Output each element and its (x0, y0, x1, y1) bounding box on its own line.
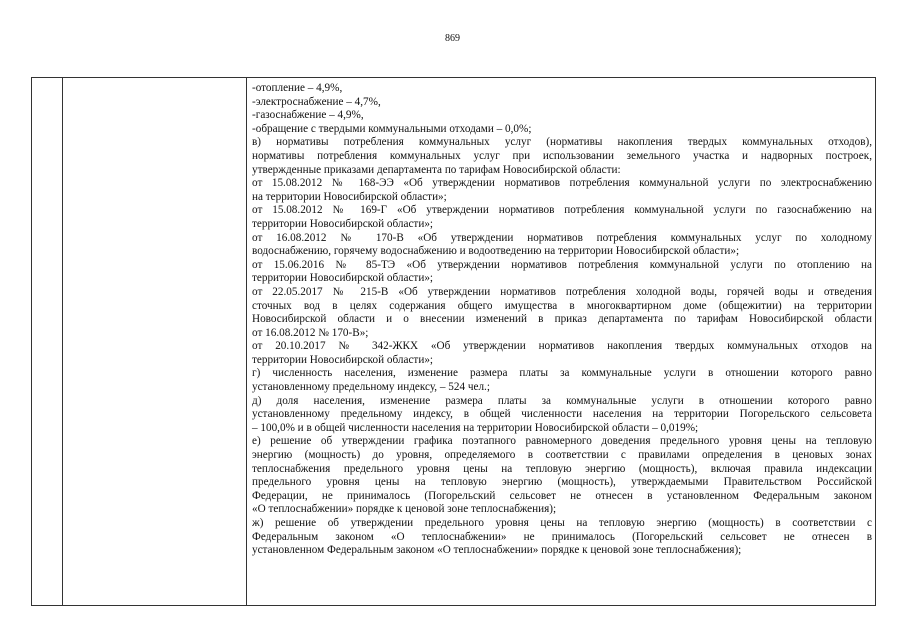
text-line: -газоснабжение – 4,9%, (252, 109, 364, 122)
text-line: от 20.10.2017 № 342-ЖКХ «Об утверждении нормативов накопления твердых коммунальных отходов на (252, 340, 872, 353)
text-line: предельного уровня цены на тепловую энергию (мощность), утверждаемыми Правительством Российской (252, 476, 872, 489)
column-divider-2 (246, 78, 247, 605)
text-line: в) нормативы потребления коммунальных услуг (нормативы накопления твердых коммунальных отходов), (252, 136, 872, 149)
text-line: нормативы потребления коммунальных услуг при использовании земельного участка и надворных построек, (252, 149, 872, 162)
text-line: от 15.06.2016 № 85-ТЭ «Об утверждении нормативов потребления коммунальной услуги по отоплению на (252, 258, 872, 271)
text-line: на территории Новосибирской области»; (252, 190, 447, 203)
text-line: от 15.08.2012 № 168-ЭЭ «Об утверждении нормативов потребления коммунальной услуги по электроснабжению (252, 177, 872, 190)
document-table (31, 77, 876, 606)
text-line: установленному предельному индексу, в общей численности населения на территории Погорельского сельсовета (252, 408, 872, 421)
text-line: водоснабжению, горячему водоснабжению и водоотведению на территории Новосибирской области»; (252, 245, 740, 258)
text-line: от 22.05.2017 № 215-В «Об утверждении нормативов потребления холодной воды, горячей воды и отведения (252, 285, 872, 298)
text-line: -обращение с твердыми коммунальными отходами – 0,0%; (252, 122, 532, 135)
text-line: утвержденные приказами департамента по тарифам Новосибирской области: (252, 163, 621, 176)
text-line: установленному предельному индексу, – 524 чел.; (252, 381, 490, 394)
text-line: от 16.08.2012 № 170-В «Об утверждении нормативов потребления коммунальных услуг по холодному (252, 231, 872, 244)
text-line: территории Новосибирской области»; (252, 272, 434, 285)
text-line: -отопление – 4,9%, (252, 82, 343, 94)
text-line: ж) решение об утверждении предельного уровня цены на тепловую энергию (мощность) в соответствии с (252, 517, 872, 529)
text-line: е) решение об утверждении графика поэтапного равномерного доведения предельного уровня цены на тепловую (252, 435, 872, 448)
text-line: д) доля населения, изменение размера платы за коммунальные услуги в отношении которого равно (252, 394, 872, 407)
text-line: Федеральным законом «О теплоснабжении» не принималось (Погорельский сельсовет не отнесен в (252, 530, 872, 543)
text-line: г) численность населения, изменение размера платы за коммунальные услуги в отношении которого равно (252, 367, 872, 380)
text-line: территории Новосибирской области»; (252, 353, 434, 366)
text-line: теплоснабжения предельного уровня цены на тепловую энергию (мощность), включая правила индексации (252, 462, 872, 475)
text-line: – 100,0% и в общей численности населения на территории Новосибирской области – 0,019%; (252, 421, 699, 434)
text-line: установленном Федеральным законом «О теплоснабжении» порядке к ценовой зоне теплоснабжения); (252, 544, 742, 557)
text-line: сточных вод в целях содержания общего имущества в многоквартирном доме (общежитии) на территории (252, 299, 872, 312)
text-line: Федерации, не принималось (Погорельский сельсовет не отнесен в установленном Федеральным законом (252, 489, 872, 502)
text-line: от 16.08.2012 № 170-В»; (252, 326, 369, 339)
column-divider-1 (62, 78, 63, 605)
table-cell-text (252, 82, 872, 558)
text-line: «О теплоснабжении» порядке к ценовой зоне теплоснабжения); (252, 503, 557, 516)
text-line: -электроснабжение – 4,7%, (252, 95, 381, 108)
page-number: 869 (445, 33, 460, 44)
text-line: территории Новосибирской области»; (252, 217, 434, 230)
text-line: энергию (мощность) до уровня, определяемого в соответствии с правилами определения в ценовых зонах (252, 449, 872, 462)
text-line: Новосибирской области и о внесении изменений в приказ департамента по тарифам Новосибирской области (252, 313, 872, 326)
text-line: от 15.08.2012 № 169-Г «Об утверждении нормативов потребления коммунальной услуги по газоснабжению на (252, 204, 872, 217)
